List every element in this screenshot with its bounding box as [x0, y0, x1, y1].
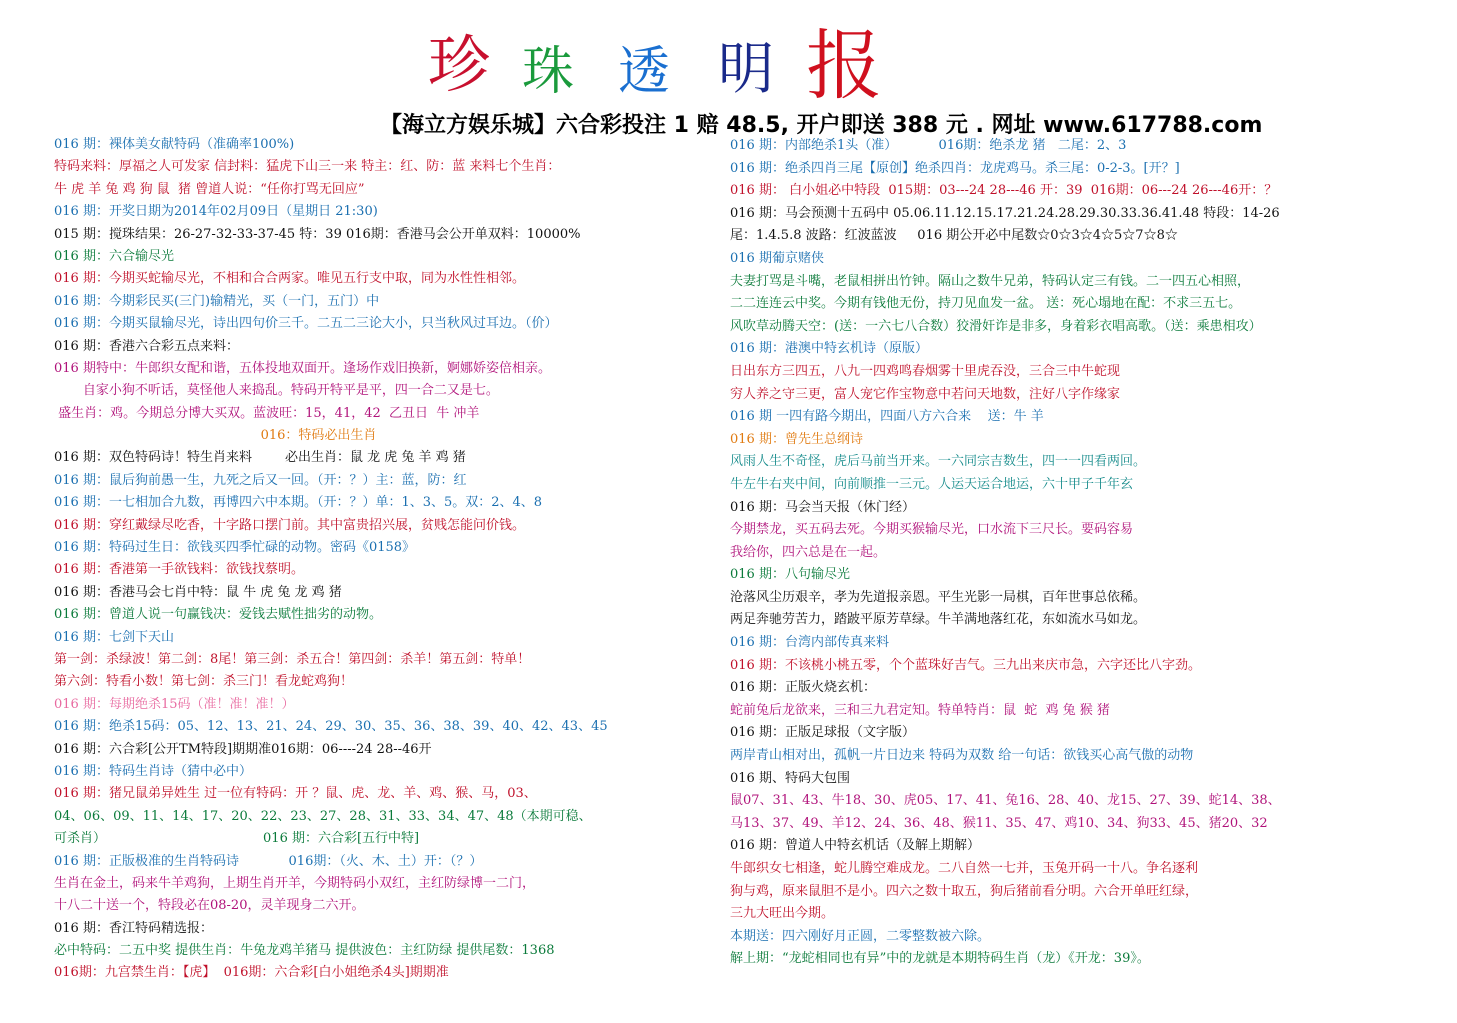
left-line: 016 期：曾道人说一句赢钱决：爱钱去赋性拙劣的动物。	[54, 607, 382, 623]
right-line: 016 期：不该桃小桃五零，个个蓝珠好吉气。三九出来庆市急，六字还比八字劲。	[730, 657, 1201, 673]
right-line: 牛左牛右夹中间，向前顺推一三元。人运天运合地运，六十甲子千年玄	[730, 476, 1134, 492]
left-line: 016 期：今期彩民买(三门)输精光，买（一门，五门）中	[54, 293, 380, 309]
right-line: 本期送：四六刚好月正圆，二零整数被六除。	[730, 928, 991, 944]
right-line: 016 期：曾道人中特玄机话（及解上期解）	[730, 838, 980, 854]
right-line: 解上期：“龙蛇相同也有异”中的龙就是本期特码生肖（龙）《开龙：39》。	[730, 951, 1150, 967]
left-line: 016：特码必出生肖	[54, 428, 377, 444]
left-line: 016 期：穿红戴绿尽吃香，十字路口摆门前。其中富贵招兴展，贫贱怎能问价钱。	[54, 517, 525, 533]
right-line: 两足奔驰劳苦力，踏跛平原芳草绿。牛羊满地落红花，东如流水马如龙。	[730, 612, 1147, 628]
right-line: 016 期：马会当天报（休门经）	[730, 499, 915, 515]
left-line: 016 期：双色特码诗！特生肖来料 必出生肖：鼠 龙 虎 兔 羊 鸡 猪	[54, 450, 466, 466]
left-line: 牛 虎 羊 兔 鸡 狗 鼠 猪 曾道人说：“任你打骂无回应”	[54, 181, 365, 197]
left-line: 016 期：香港第一手欲钱料：欲钱找蔡明。	[54, 562, 304, 578]
left-line: 016 期：正版极准的生肖特码诗 016期：（火、木、土）开：（？）	[54, 853, 483, 869]
left-line: 特码来料：厚福之人可发家 信封料：猛虎下山三一来 特主：红、防：蓝 来料七个生肖：	[54, 159, 561, 175]
right-line: 二二连连云中奖。今期有钱他无份，持刀见血发一盆。 送：死心塌地在配：不求三五七。	[730, 296, 1242, 312]
right-line: 016 期、特码大包围	[730, 770, 850, 786]
right-line: 016 期葡京赌侠	[730, 250, 824, 266]
right-line: 016 期：曾先生总纲诗	[730, 431, 863, 447]
title-char-3: 透	[618, 42, 671, 102]
right-line: 马13、37、49、羊12、24、36、48、猴11、35、47、鸡10、34、狗33、45、猪20、32	[730, 815, 1268, 831]
right-line: 尾：1.4.5.8 波路：红波蓝波 016 期公开必中尾数☆0☆3☆4☆5☆7☆8☆	[730, 228, 1178, 244]
right-column	[730, 135, 1440, 971]
left-line: 016 期：绝杀15码：05、12、13、21、24、29、30、35、36、38、39、40、42、43、45	[54, 719, 608, 735]
right-line: 016 期：港澳中特玄机诗（原版）	[730, 341, 928, 357]
title-char-4: 明	[718, 37, 774, 102]
left-line: 016 期：六合输尽光	[54, 248, 174, 264]
left-line: 016 期：特码过生日：欲钱买四季忙碌的动物。密码《0158》	[54, 540, 416, 556]
right-line: 夫妻打骂是斗嘴，老鼠相拼出竹钟。隔山之数牛兄弟，特码认定三有钱。二一四五心相照，	[730, 273, 1251, 289]
left-line: 016 期：今期买鼠输尽光，诗出四句价三千。二五二三论大小，只当秋风过耳边。（价）	[54, 316, 558, 332]
right-line: 016 期：八句输尽光	[730, 567, 850, 583]
left-line: 016 期：今期买蛇输尽光，不相和合合两家。唯见五行支中取，同为水性性相邻。	[54, 271, 525, 287]
left-line: 016 期：六合彩[公开TM特段]期期准016期：06----24 28--46开	[54, 741, 432, 757]
left-column	[54, 134, 704, 985]
right-line: 牛郎织女七相逢，蛇儿腾空难成龙。二八自然一七并，玉兔开码一十八。争名逐利	[730, 861, 1199, 876]
left-line: 016 期：香港马会七肖中特：鼠 牛 虎 兔 龙 鸡 猪	[54, 584, 342, 600]
right-line: 016 期：内部绝杀1头（准） 016期：绝杀龙 猪 二尾：2、3	[730, 138, 1127, 153]
left-line: 生肖在金土，码来牛羊鸡狗，上期生肖开羊，今期特码小双红，主红防绿博一二门，	[54, 875, 536, 891]
left-line: 015 期：搅珠结果：26-27-32-33-37-45 特：39 016期：香港马会公开单双料：10000%	[54, 226, 581, 242]
left-line: 必中特码：二五中奖 提供生肖：牛兔龙鸡羊猪马 提供波色：主红防绿 提供尾数：1368	[54, 943, 555, 959]
left-line: 016 期特中：牛郎织女配和谐，五体投地双面开。逢场作戏旧换新，婀娜娇姿倍相亲。	[54, 360, 551, 376]
right-line: 今期禁龙，买五码去死。今期买猴输尽光，口水流下三尺长。要码容易	[730, 522, 1134, 538]
left-line: 016 期：每期绝杀15码（准！准！准！）	[54, 696, 295, 712]
left-line: 016 期：裸体美女献特码（准确率100%)	[54, 137, 295, 152]
left-line: 可杀肖） 016 期：六合彩[五行中特]	[54, 831, 420, 847]
left-line: 十八二十送一个，特段必在08-20，灵羊现身二六开。	[54, 898, 365, 914]
right-line: 两岸青山相对出，孤帆一片日边来 特码为双数 给一句话：欲钱买心高气傲的动物	[730, 748, 1194, 764]
right-line: 沧落风尘历艰辛，孝为先道报亲恩。平生光影一局棋，百年世事总依稀。	[730, 589, 1147, 605]
advert-subtitle: 【海立方娱乐城】六合彩投注 1 赔 48.5, 开户即送 388 元 . 网址 www.617788.com	[380, 113, 1263, 138]
left-line: 04、06、09、11、14、17、20、22、23、27、28、31、33、34、47、48（本期可稳、	[54, 808, 592, 824]
left-line: 盛生肖：鸡。今期总分博大买双。蓝波旺：15，41，42 乙丑日 牛 冲羊	[54, 405, 480, 421]
right-line: 三九大旺出今期。	[730, 906, 835, 922]
right-line: 日出东方三四五，八九一四鸡鸣春烟雾十里虎吞没，三合三中牛蛇现	[730, 363, 1121, 379]
left-line: 自家小狗不听话，莫怪他人来捣乱。特码开特平是平，四一合二又是七。	[54, 383, 499, 399]
right-line: 016 期 一四有路今期出，四面八方六合来 送：牛 羊	[730, 409, 1044, 425]
right-line: 016 期：台湾内部传真来料	[730, 635, 889, 651]
right-line: 风雨人生不奇怪，虎后马前当开来。一六同宗吉数生，四一一四看两回。	[730, 454, 1147, 470]
right-line: 穷人养之守三更，富人宠它作宝物意中若问天地数，注好八字作缘家	[730, 386, 1121, 402]
left-line: 016 期：特码生肖诗（猜中必中）	[54, 763, 252, 779]
right-line: 风吹草动腾天空：(送：一六七八合数）狡滑奸诈是非多，身着彩衣唱高歌。（送：乘患相攻）	[730, 318, 1262, 334]
right-line: 016 期： 白小姐必中特段 015期：03---24 28---46 开：39 016期：06---24 26---46开：？	[730, 183, 1278, 199]
title-char-5: 报	[806, 21, 882, 110]
left-line: 016 期：开奖日期为2014年02月09日（星期日 21:30)	[54, 204, 378, 220]
left-line: 016 期：一七相加合九数，再博四六中本期。（开：？）单：1、3、5。双：2、4、8	[54, 495, 543, 511]
right-line: 我给你，四六总是在一起。	[730, 544, 887, 560]
left-line: 016 期：七剑下天山	[54, 629, 174, 645]
right-line: 016 期：正版足球报（文字版）	[730, 725, 915, 741]
left-line: 第六剑：特看小数！第七剑：杀三门！看龙蛇鸡狗！	[54, 674, 354, 690]
left-line: 016 期：香江特码精选报：	[54, 920, 213, 936]
left-line: 016 期：鼠后狗前愚一生，九死之后又一回。（开：？）主：蓝，防：红	[54, 472, 467, 488]
right-line: 鼠07、31、43、牛18、30、虎05、17、41、兔16、28、40、龙15、27、39、蛇14、38、	[730, 793, 1281, 809]
newspaper-title	[0, 21, 1457, 118]
left-line: 第一剑：杀绿波！第二剑：8尾！第三剑：杀五合！第四剑：杀羊！第五剑：特单！	[54, 651, 531, 667]
right-line: 016 期：绝杀四肖三尾【原创】绝杀四肖：龙虎鸡马。杀三尾：0-2-3。[开？]	[730, 160, 1180, 176]
left-line: 016 期：香港六合彩五点来料：	[54, 338, 239, 354]
title-char-2: 珠	[522, 42, 575, 102]
right-line: 狗与鸡，原来鼠胆不是小。四六之数十取五，狗后猪前看分明。六合开单旺红绿，	[730, 883, 1199, 899]
left-line: 016 期：猪兄鼠弟异姓生 过一位有特码：开 ？鼠、虎、龙、羊、鸡、猴、马，03、	[54, 786, 537, 802]
right-line: 016 期：正版火烧玄机：	[730, 680, 876, 696]
right-line: 016 期：马会预测十五码中 05.06.11.12.15.17.21.24.28.29.30.33.36.41.48 特段：14-26	[730, 205, 1280, 221]
right-line: 蛇前兔后龙欲来，三和三九君定知。特单特肖：鼠 蛇 鸡 兔 猴 猪	[730, 702, 1110, 718]
left-line: 016期：九宫禁生肖：【虎】 016期：六合彩[白小姐绝杀4头]期期准	[54, 965, 449, 981]
title-char-1: 珍	[428, 28, 491, 101]
